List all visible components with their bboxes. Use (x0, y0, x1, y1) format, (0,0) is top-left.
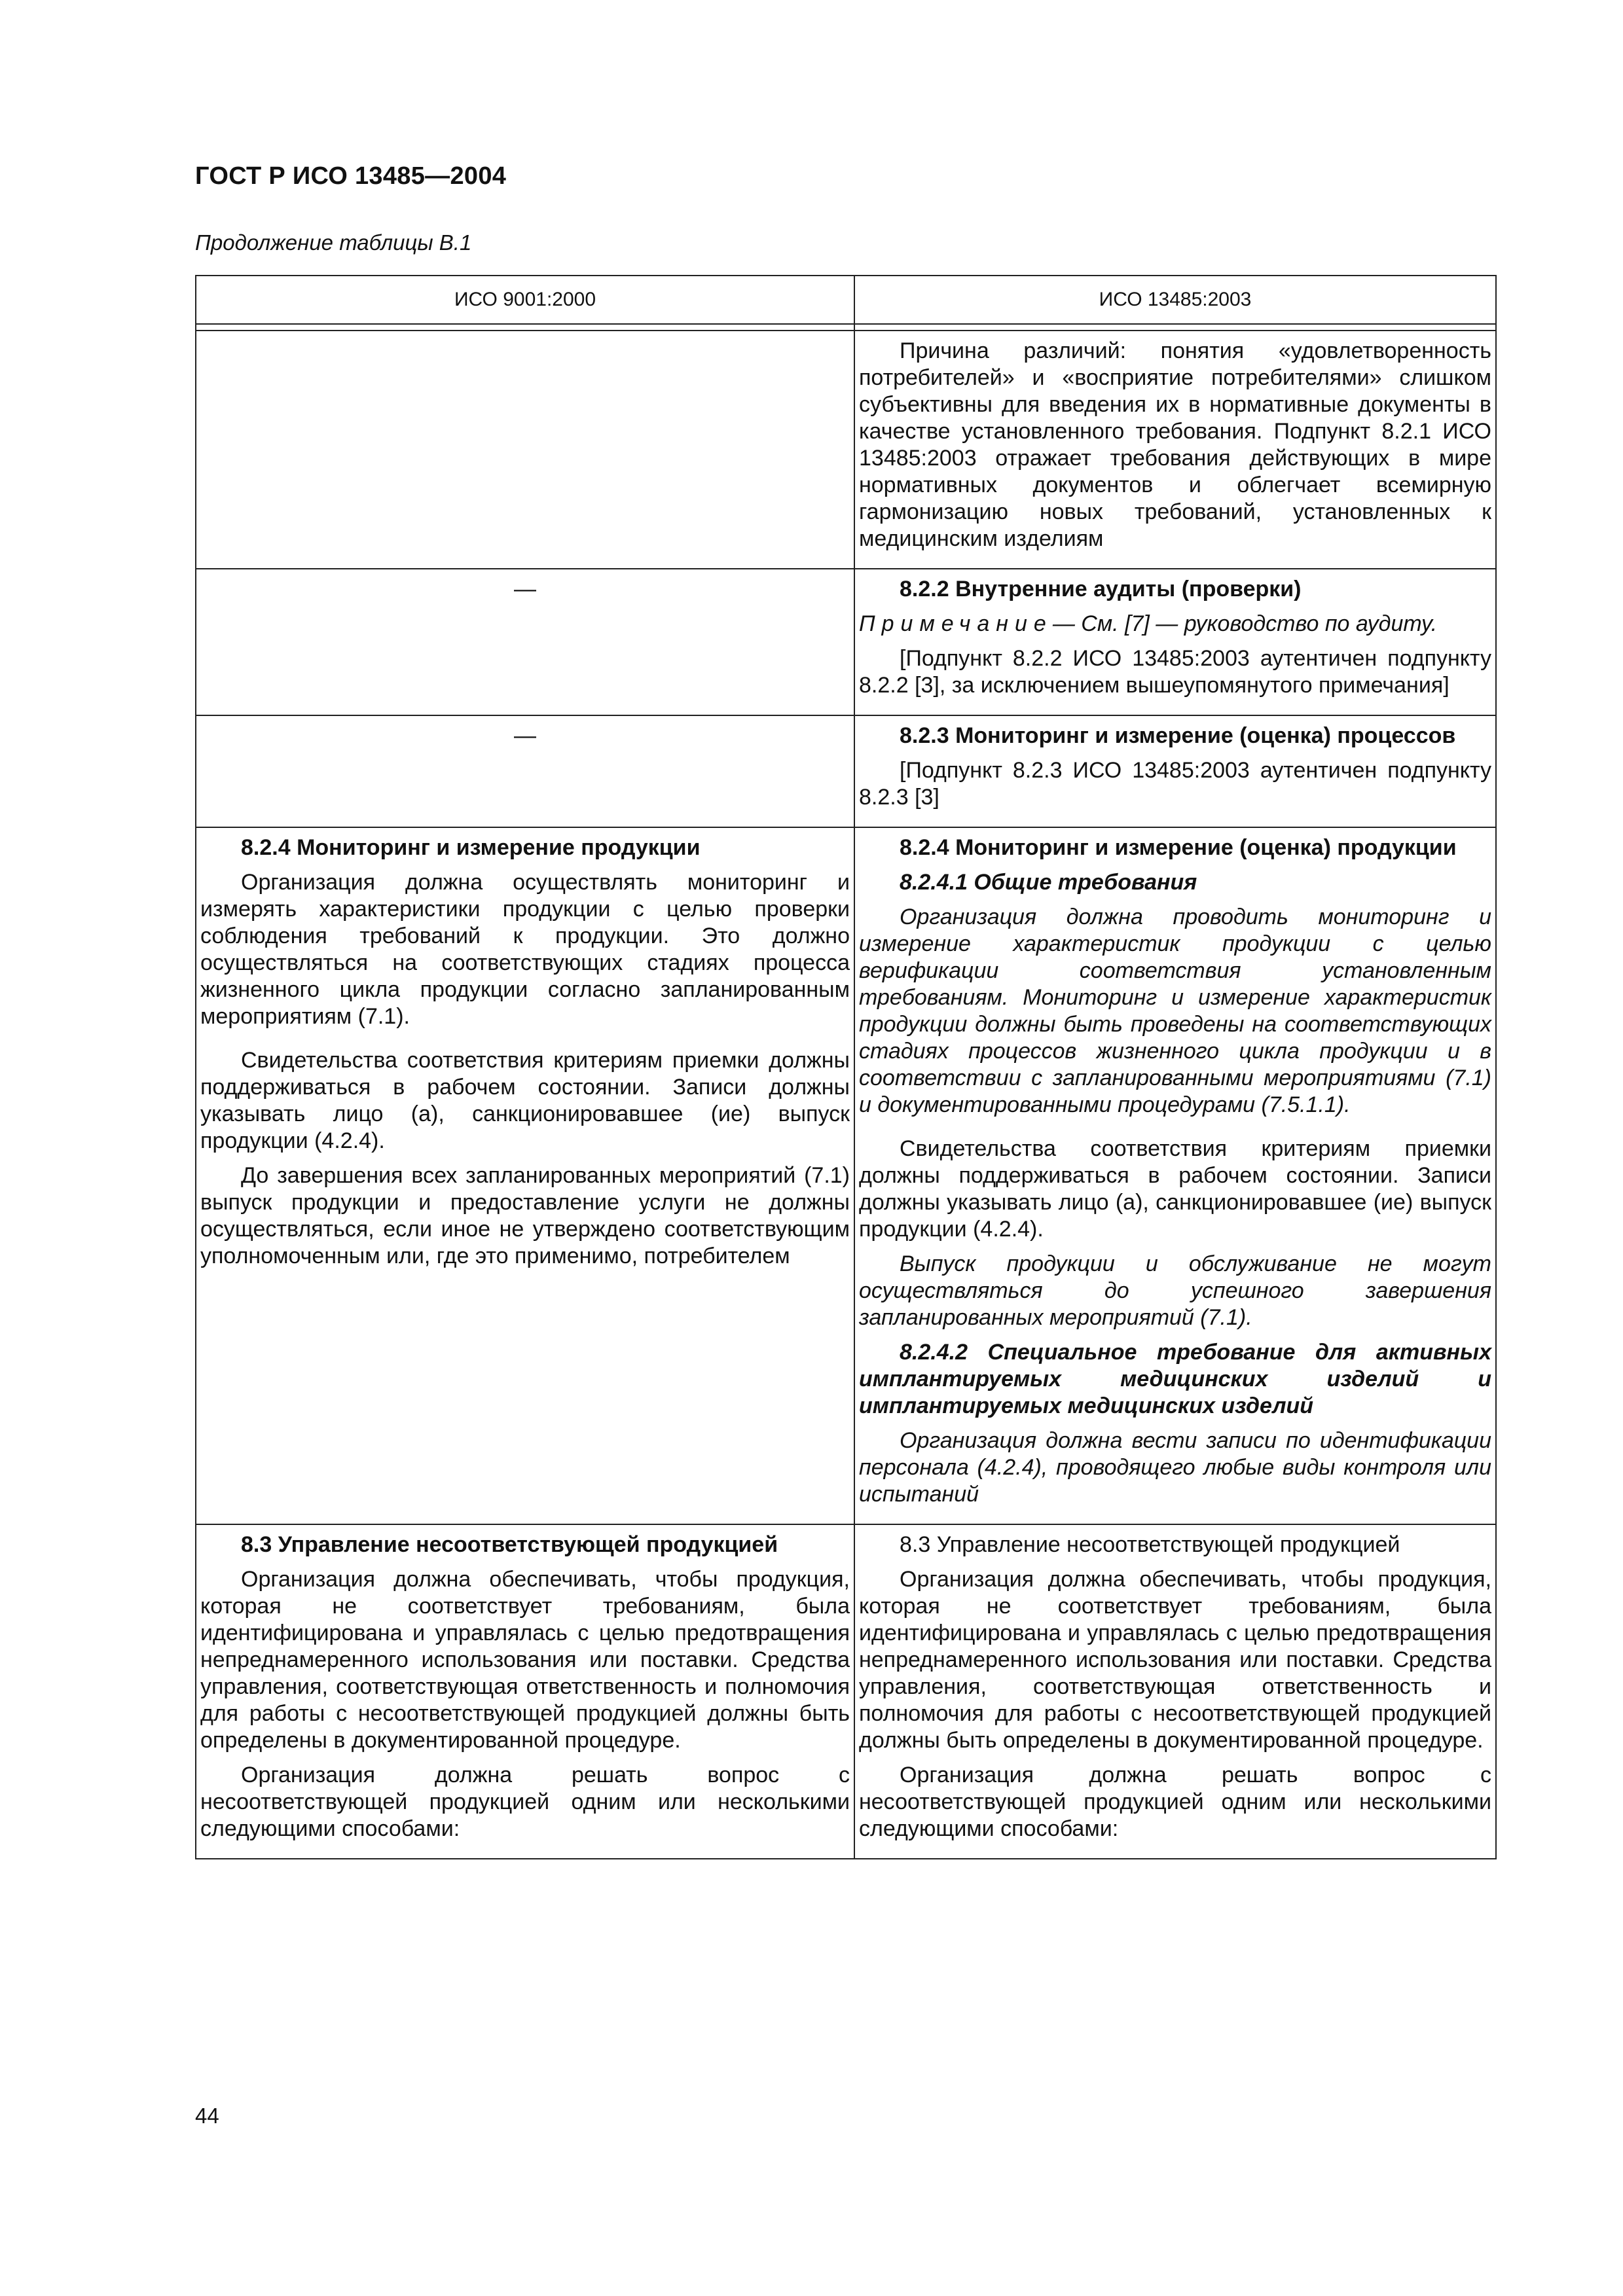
subsection-heading: 8.2.4.2 Специальное требование для активных имплантируемых медицинских изделий и имплантируемых медицинских изделий (859, 1340, 1491, 1418)
paragraph: Организация должна осуществлять мониторинг и измерять характеристики продукции с целью проверки соблюдения требований к продукции. Это должно осуществляться на соответствующих стадиях процесса жизненного цикла продукции согласно запланированным мероприятиям (7.1). (200, 870, 850, 1029)
row-right-cell (854, 827, 1496, 1524)
document-header: ГОСТ Р ИСО 13485—2004 (195, 162, 507, 190)
paragraph: Организация должна проводить мониторинг и измерение характеристик продукции с целью верификации соответствия установленным требованиям. Мониторинг и измерение характеристик продукции должны быть проведены на соответствующих стадиях процессов жизненного цикла продукции и в соответствии с запланированными мероприятиями (7.1) и документированными процедурами (7.5.1.1). (859, 905, 1491, 1117)
row-right-cell (854, 1524, 1496, 1859)
dash-placeholder: — (514, 723, 536, 748)
paragraph: Свидетельства соответствия критериям приемки должны поддерживаться в рабочем состоянии. Записи должны указывать лицо (а), санкционировавшее (ие) выпуск продукции (4.2.4). (200, 1048, 850, 1153)
row-right-cell (854, 331, 1496, 569)
section-heading: 8.2.2 Внутренние аудиты (проверки) (900, 577, 1302, 601)
comparison-table (195, 275, 1497, 1859)
table-header-row (196, 276, 1496, 324)
note-paragraph (859, 611, 1491, 637)
row-right-cell (854, 715, 1496, 827)
table-caption: Продолжение таблицы В.1 (195, 230, 472, 255)
page-number: 44 (195, 2104, 219, 2128)
section-heading: 8.2.3 Мониторинг и измерение (оценка) процессов (900, 723, 1456, 748)
header-separator (196, 324, 1496, 331)
column-header-iso13485: ИСО 13485:2003 (854, 276, 1496, 324)
section-heading: 8.2.4 Мониторинг и измерение (оценка) продукции (900, 835, 1457, 860)
paragraph: Организация должна вести записи по идентификации персонала (4.2.4), проводящего любые виды контроля или испытаний (859, 1428, 1491, 1507)
section-heading: 8.3 Управление несоответствующей продукцией (241, 1532, 778, 1557)
table-row (196, 569, 1496, 715)
note-text: — См. [7] — руководство по аудиту. (1052, 611, 1438, 636)
section-heading: 8.2.4 Мониторинг и измерение продукции (241, 835, 701, 860)
paragraph: Причина различий: понятия «удовлетворенность потребителей» и «восприятие потребителями» слишком субъективны для введения их в нормативные документы в качестве установленного требования. Подпункт 8.2.1 ИСО 13485:2003 отражает требования действующих в мире нормативных документов и облегчает всемирную гармонизацию новых требований, установленных к медицинским изделиям (859, 338, 1491, 551)
dash-placeholder: — (514, 577, 536, 601)
row-left-cell (196, 331, 854, 569)
row-left-cell (196, 569, 854, 715)
paragraph: Организация должна решать вопрос с несоответствующей продукцией одним или несколькими следующими способами: (200, 1763, 850, 1841)
note-label: Примечание (859, 611, 1053, 636)
subsection-heading: 8.2.4.1 Общие требования (900, 870, 1197, 895)
paragraph: Выпуск продукции и обслуживание не могут осуществляться до успешного завершения запланированных мероприятий (7.1). (859, 1251, 1491, 1330)
table-row (196, 827, 1496, 1524)
paragraph: [Подпункт 8.2.2 ИСО 13485:2003 аутентичен подпункту 8.2.2 [3], за исключением вышеупомянутого примечания] (859, 646, 1491, 698)
column-header-iso9001: ИСО 9001:2000 (196, 276, 854, 324)
paragraph: Организация должна обеспечивать, чтобы продукция, которая не соответствует требованиям, была идентифицирована и управлялась с целью предотвращения непреднамеренного использования или поставки. Средства управления, соответствующая ответственность и полномочия для работы с несоответствующей продукцией должны быть определены в документированной процедуре. (859, 1567, 1491, 1753)
paragraph: До завершения всех запланированных мероприятий (7.1) выпуск продукции и предоставление услуги не должны осуществляться, если иное не утверждено соответствующим уполномоченным или, где это применимо, потребителем (200, 1163, 850, 1268)
table-row (196, 715, 1496, 827)
table-row (196, 331, 1496, 569)
paragraph: Организация должна обеспечивать, чтобы продукция, которая не соответствует требованиям, была идентифицирована и управлялась с целью предотвращения непреднамеренного использования или поставки. Средства управления, соответствующая ответственность и полномочия для работы с несоответствующей продукцией должны быть определены в документированной процедуре. (200, 1567, 850, 1753)
section-heading: 8.3 Управление несоответствующей продукцией (900, 1532, 1400, 1557)
row-left-cell (196, 715, 854, 827)
paragraph: [Подпункт 8.2.3 ИСО 13485:2003 аутентичен подпункту 8.2.3 [3] (859, 758, 1491, 810)
row-left-cell (196, 827, 854, 1524)
table-row (196, 1524, 1496, 1859)
paragraph: Организация должна решать вопрос с несоответствующей продукцией одним или несколькими следующими способами: (859, 1763, 1491, 1841)
row-left-cell (196, 1524, 854, 1859)
row-right-cell (854, 569, 1496, 715)
paragraph: Свидетельства соответствия критериям приемки должны поддерживаться в рабочем состоянии. Записи должны указывать лицо (а), санкционировавшее (ие) выпуск продукции (4.2.4). (859, 1136, 1491, 1242)
